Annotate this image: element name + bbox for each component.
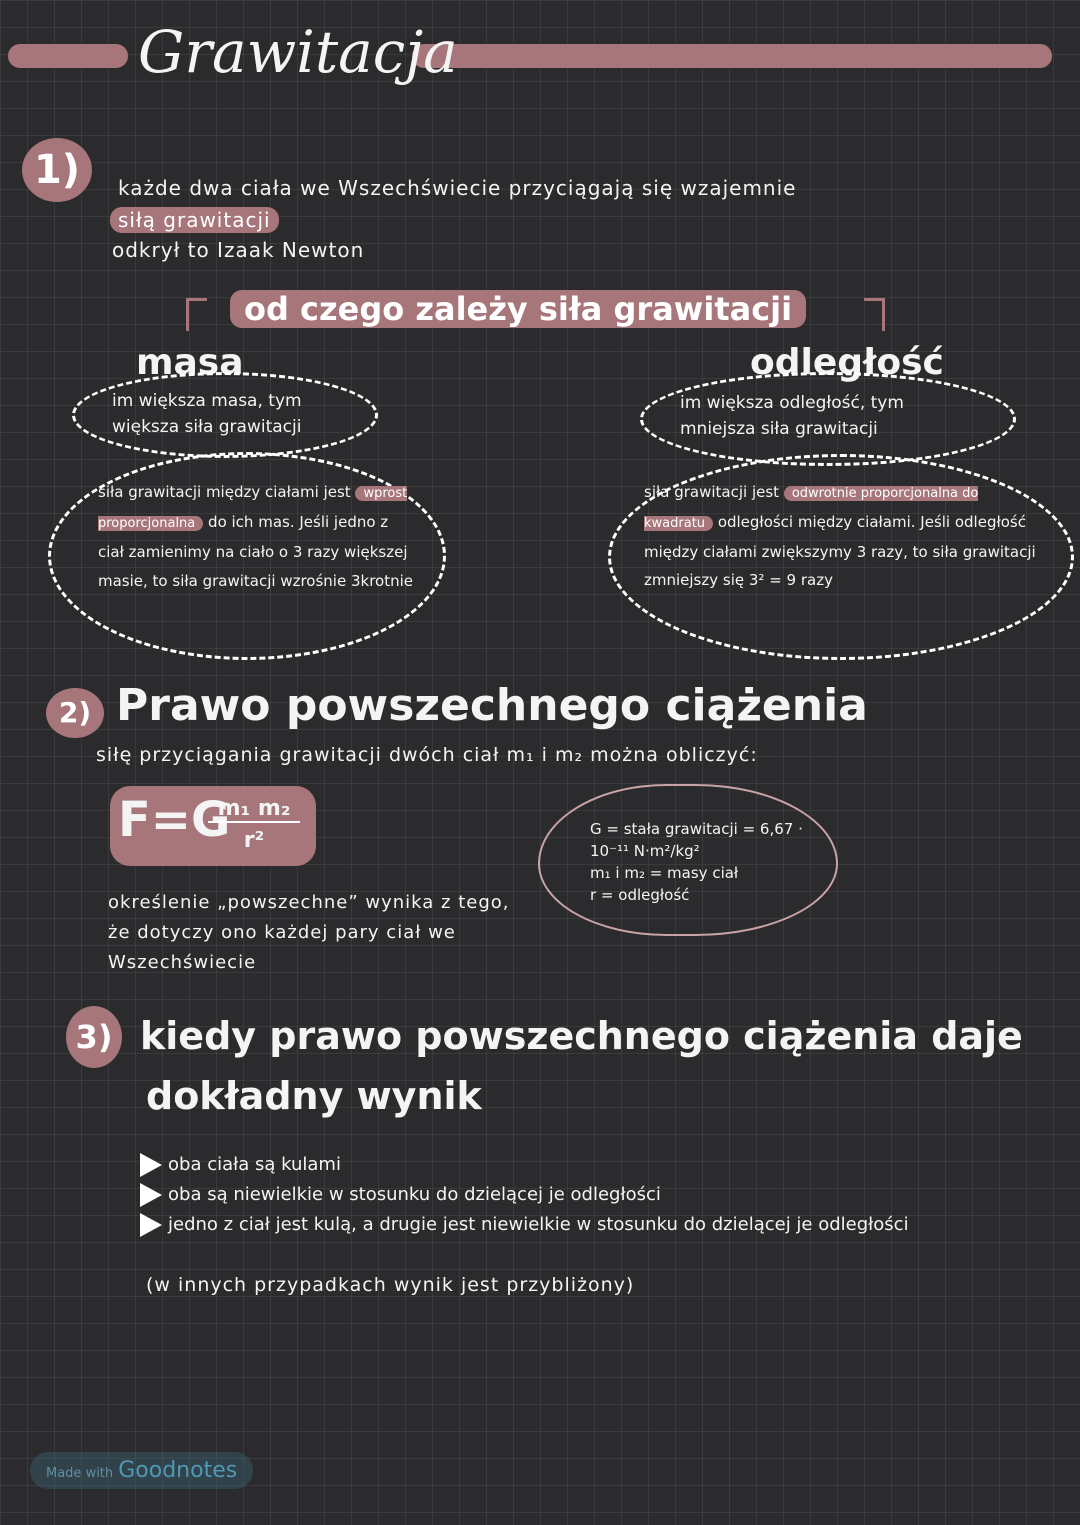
masa-bottom-a: siła grawitacji między ciałami jest <box>98 483 351 501</box>
section-2-number: 2) <box>46 688 104 738</box>
badge-made-with: Made with <box>46 1466 114 1481</box>
legend-g: G = stała grawitacji = 6,67 · 10⁻¹¹ N·m²/kg² <box>590 820 803 860</box>
odleglosc-bottom-text <box>644 478 1044 594</box>
s2-note: określenie „powszechne” wynika z tego, że dotyczy ono każdej pary ciał we Wszechświecie <box>108 892 510 973</box>
goodnotes-badge <box>30 1452 253 1489</box>
formula-left: F=G <box>118 792 231 848</box>
section-3-number: 3) <box>66 1006 122 1068</box>
s1-line1: każde dwa ciała we Wszechświecie przyciągają się wzajemnie <box>118 176 797 200</box>
list-item: oba są niewielkie w stosunku do dzielącej je odległości <box>140 1180 1060 1210</box>
s3-heading-1: kiedy prawo powszechnego ciążenia daje <box>140 1014 1023 1058</box>
section-1-number: 1) <box>22 138 92 202</box>
odleglosc-top-text: im większa odległość, tym mniejsza siła grawitacji <box>680 393 904 439</box>
legend-masses: m₁ i m₂ = masy ciał <box>590 864 739 882</box>
masa-bottom-b: do ich mas. Jeśli jedno z ciał zamienimy na ciało o 3 razy większej masie, to siła grawitacji wzrośnie 3krotnie <box>98 513 413 590</box>
bracket-right <box>864 298 885 331</box>
s1-line2: odkrył to Izaak Newton <box>112 238 365 262</box>
masa-heading: masa <box>136 342 244 383</box>
s1-highlight: siłą grawitacji <box>110 207 279 233</box>
list-item: jedno z ciał jest kulą, a drugie jest niewielkie w stosunku do dzielącej je odległości <box>140 1210 1060 1240</box>
formula-legend <box>590 818 826 906</box>
masa-bottom-hl: wprost proporcjonalna <box>98 486 408 531</box>
s3-note: (w innych przypadkach wynik jest przybliżony) <box>146 1274 635 1296</box>
s2-heading: Prawo powszechnego ciążenia <box>116 680 868 731</box>
badge-brand: Goodnotes <box>118 1458 238 1483</box>
formula-denominator: r² <box>243 828 265 853</box>
odleglosc-bottom-a: siła grawitacji jest <box>644 483 780 501</box>
s2-intro: siłę przyciągania grawitacji dwóch ciał m₁ i m₂ można obliczyć: <box>96 744 758 766</box>
triangle-bullet-icon <box>140 1153 162 1177</box>
triangle-bullet-icon <box>140 1213 162 1237</box>
odleglosc-bottom-hl: odwrotnie proporcjonalna do kwadratu <box>644 486 979 531</box>
masa-top-text: im większa masa, tym większa siła grawitacji <box>112 391 302 437</box>
legend-r: r = odległość <box>590 886 690 904</box>
odleglosc-bottom-b: odległości między ciałami. Jeśli odległość między ciałami zwiększymy 3 razy, to siła grawitacji zmniejszy się <box>644 513 1036 589</box>
triangle-bullet-icon <box>140 1183 162 1207</box>
odleglosc-bottom-c: 3² = 9 razy <box>748 571 833 589</box>
odleglosc-heading: odległość <box>750 342 944 383</box>
formula-numerator: m₁ m₂ <box>208 796 300 823</box>
bracket-left <box>186 298 207 331</box>
page-title: Grawitacja <box>138 18 458 86</box>
s3-heading-2: dokładny wynik <box>146 1074 482 1118</box>
s1-question: od czego zależy siła grawitacji <box>230 290 806 328</box>
masa-bottom-text <box>98 478 418 596</box>
list-item: oba ciała są kulami <box>140 1150 1060 1180</box>
s3-list <box>140 1150 1060 1240</box>
title-bar-right <box>412 44 1052 68</box>
title-bar-left <box>8 44 128 68</box>
